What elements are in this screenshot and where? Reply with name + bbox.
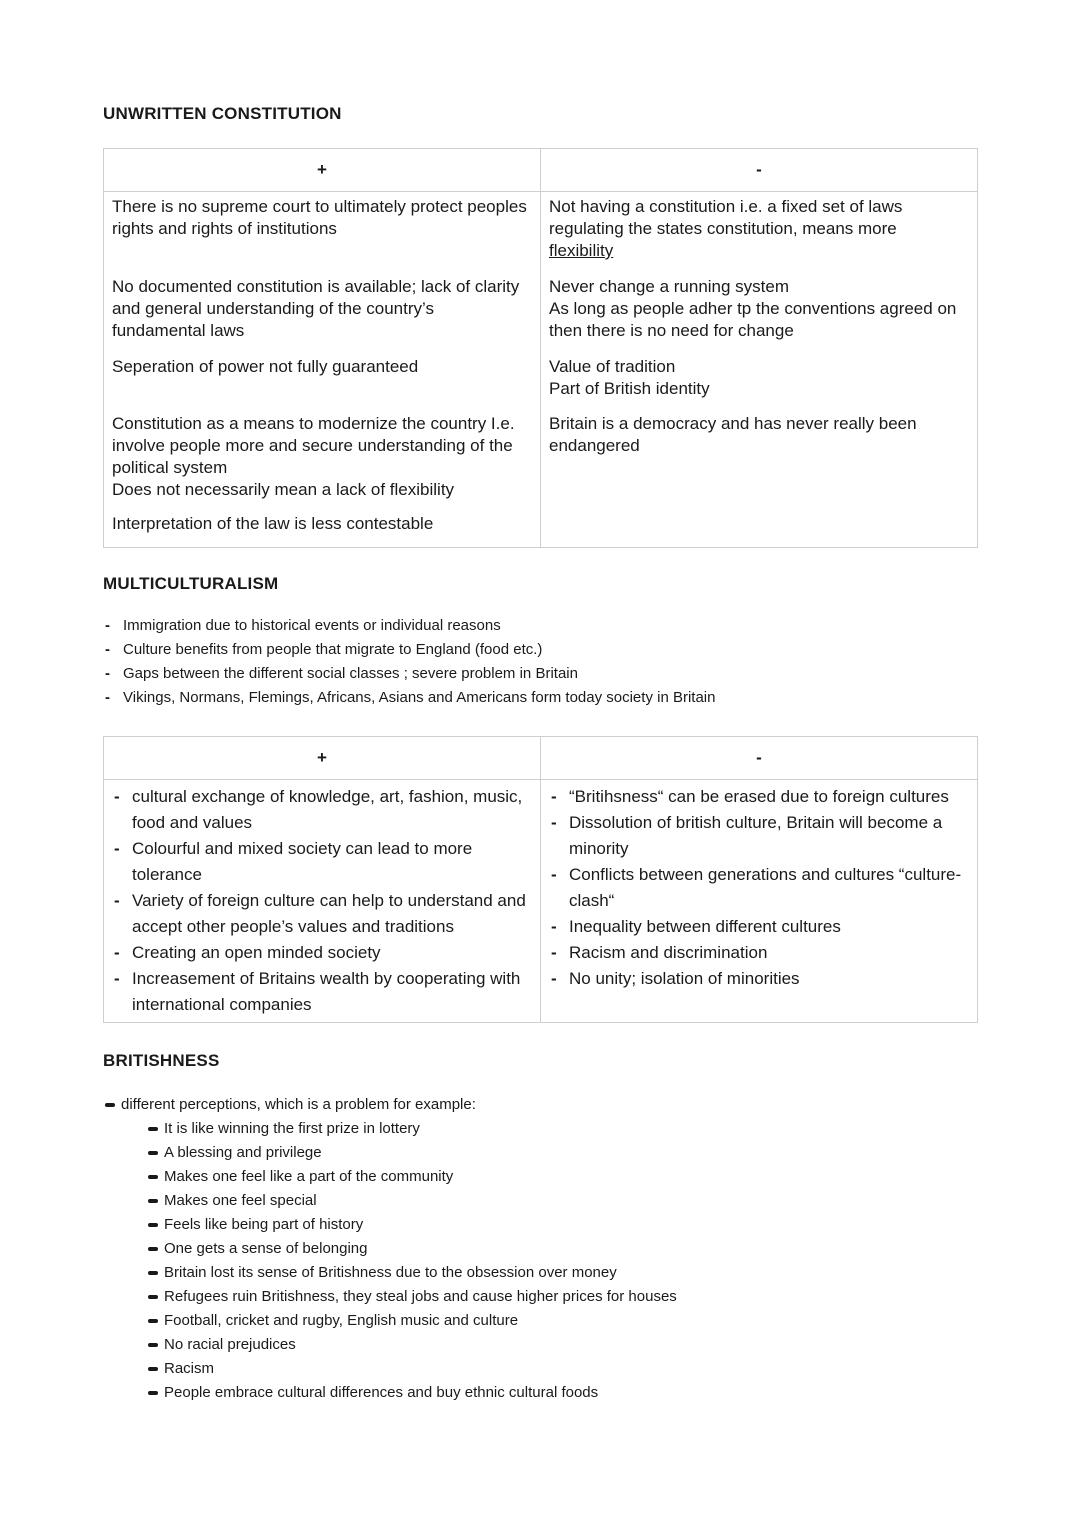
list-item: Britain lost its sense of Britishness due to the obsession over money: [146, 1261, 677, 1285]
table-row: [104, 276, 978, 356]
list-item: - Racism and discrimination: [549, 940, 969, 966]
cell-text: There is no supreme court to ultimately protect peoples rights and rights of institutions: [112, 197, 527, 238]
minus-cell: [541, 780, 978, 1023]
plus-header: +: [104, 737, 541, 780]
cell-text: As long as people adher tp the conventions agreed on then there is no need for change: [549, 299, 957, 340]
cell-text: Constitution as a means to modernize the country I.e. involve people more and secure understanding of the political system: [112, 414, 515, 477]
cell-text: No documented constitution is available; lack of clarity and general understanding of the country’s fundamental laws: [112, 277, 520, 340]
cell-text: Never change a running system: [549, 277, 790, 296]
cell-text-underlined: flexibility: [549, 241, 614, 260]
section-title-britishness: BRITISHNESS: [103, 1051, 220, 1070]
list-item: Makes one feel special: [146, 1189, 677, 1213]
table-row: [104, 192, 978, 277]
list-item: - Inequality between different cultures: [549, 914, 969, 940]
table-row: [104, 356, 978, 413]
table-row: [104, 513, 978, 548]
list-item: - “Britihsness“ can be erased due to foreign cultures: [549, 784, 969, 810]
section-title-multiculturalism: MULTICULTURALISM: [103, 574, 279, 593]
unwritten-constitution-table: [103, 148, 978, 548]
cell-text: Britain is a democracy and has never really been endangered: [549, 414, 917, 455]
minus-header: -: [541, 149, 978, 192]
multiculturalism-table: [103, 736, 978, 1023]
plus-cell: [104, 413, 541, 513]
list-item: Refugees ruin Britishness, they steal jobs and cause higher prices for houses: [146, 1285, 677, 1309]
britishness-content: [103, 1093, 677, 1405]
minus-cell: [541, 513, 978, 548]
list-item: - Variety of foreign culture can help to understand and accept other people’s values and traditions: [112, 888, 532, 940]
list-item: - Increasement of Britains wealth by cooperating with international companies: [112, 966, 532, 1018]
list-item: A blessing and privilege: [146, 1141, 677, 1165]
list-item: - Immigration due to historical events or individual reasons: [103, 614, 715, 638]
cell-text: Part of British identity: [549, 379, 710, 398]
list-item: No racial prejudices: [146, 1333, 677, 1357]
list-item: One gets a sense of belonging: [146, 1237, 677, 1261]
list-item: - Conflicts between generations and cultures “culture-clash“: [549, 862, 969, 914]
list-item: Racism: [146, 1357, 677, 1381]
list-item: - No unity; isolation of minorities: [549, 966, 969, 992]
table-header-row: [104, 737, 978, 780]
list-item: - Vikings, Normans, Flemings, Africans, Asians and Americans form today society in Britain: [103, 686, 715, 710]
list-item: Football, cricket and rugby, English music and culture: [146, 1309, 677, 1333]
table-header-row: [104, 149, 978, 192]
minus-cell: [541, 276, 978, 356]
britishness-intro-list: [103, 1093, 677, 1117]
cell-text: Seperation of power not fully guaranteed: [112, 357, 419, 376]
multiculturalism-bullet-list: [103, 614, 715, 710]
cell-text: Value of tradition: [549, 357, 676, 376]
list-item: - cultural exchange of knowledge, art, fashion, music, food and values: [112, 784, 532, 836]
plus-cell: [104, 276, 541, 356]
cell-text: Not having a constitution i.e. a fixed set of laws regulating the states constitution, means more: [549, 197, 903, 238]
minus-list: [549, 784, 969, 992]
list-item: - Gaps between the different social classes ; severe problem in Britain: [103, 662, 715, 686]
minus-cell: [541, 192, 978, 277]
cell-text: Interpretation of the law is less contestable: [112, 514, 434, 533]
list-item: different perceptions, which is a problem for example:: [103, 1093, 677, 1117]
britishness-perceptions-list: [146, 1117, 677, 1405]
list-item: Makes one feel like a part of the community: [146, 1165, 677, 1189]
list-item: - Creating an open minded society: [112, 940, 532, 966]
plus-header: +: [104, 149, 541, 192]
plus-list: [112, 784, 532, 1018]
minus-cell: [541, 413, 978, 513]
list-item: - Colourful and mixed society can lead to more tolerance: [112, 836, 532, 888]
minus-cell: [541, 356, 978, 413]
list-item: It is like winning the first prize in lottery: [146, 1117, 677, 1141]
plus-cell: [104, 780, 541, 1023]
cell-text: Does not necessarily mean a lack of flexibility: [112, 480, 455, 499]
list-item: - Dissolution of british culture, Britain will become a minority: [549, 810, 969, 862]
minus-header: -: [541, 737, 978, 780]
list-item: - Culture benefits from people that migrate to England (food etc.): [103, 638, 715, 662]
list-item: Feels like being part of history: [146, 1213, 677, 1237]
plus-cell: [104, 192, 541, 277]
section-title-unwritten-constitution: UNWRITTEN CONSTITUTION: [103, 104, 342, 123]
table-row: [104, 413, 978, 513]
list-item: People embrace cultural differences and buy ethnic cultural foods: [146, 1381, 677, 1405]
table-row: [104, 780, 978, 1023]
plus-cell: [104, 513, 541, 548]
plus-cell: [104, 356, 541, 413]
